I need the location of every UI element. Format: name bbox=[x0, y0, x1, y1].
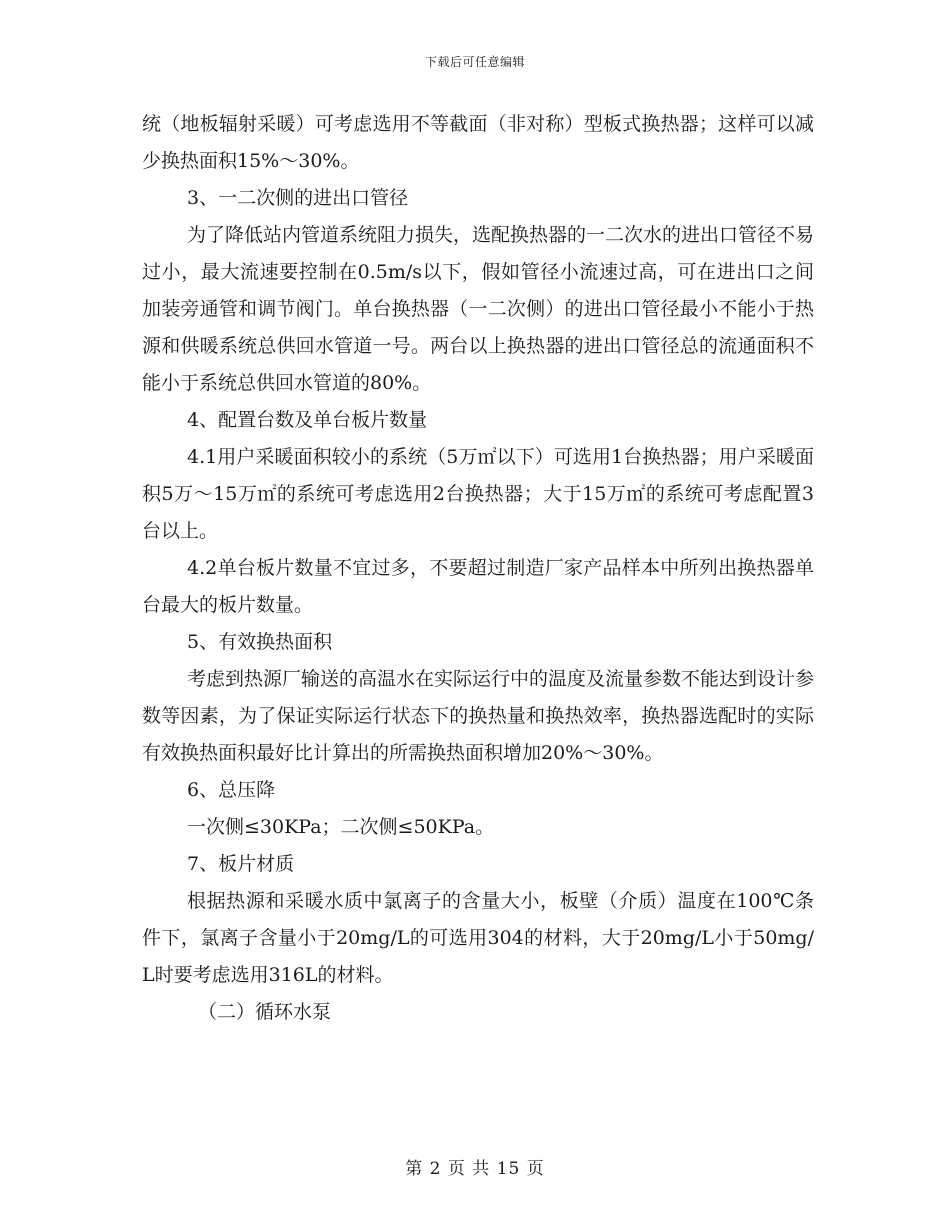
heading-pipe-diameter: 3、一二次侧的进出口管径 bbox=[187, 187, 409, 209]
paragraph-effective-area: 考虑到热源厂输送的高温水在实际运行中的温度及流量参数不能达到设计参数等因素，为了保证实际运行状态下的换热量和换热效率，换热器选配时的实际有效换热面积最好比计算出的所需换热面积增加20%～30%。 bbox=[142, 668, 815, 764]
paragraph-pressure-drop: 一次侧≤30KPa；二次侧≤50KPa。 bbox=[187, 816, 495, 838]
paragraph-continuation: 统（地板辐射采暖）可考虑选用不等截面（非对称）型板式换热器；这样可以减少换热面积15%～30%。 bbox=[142, 113, 814, 172]
heading-unit-count: 4、配置台数及单台板片数量 bbox=[187, 409, 428, 431]
paragraph-plate-material: 根据热源和采暖水质中氯离子的含量大小，板壁（介质）温度在100℃条件下，氯离子含量小于20mg/L的可选用304的材料，大于20mg/L小于50mg/L时要考虑选用316L的材料。 bbox=[142, 890, 814, 986]
paragraph-pipe-diameter: 为了降低站内管道系统阻力损失，选配换热器的一二次水的进出口管径不易过小，最大流速要控制在0.5m/s以下，假如管径小流速过高，可在进出口之间加装旁通管和调节阀门。单台换热器（一二次侧）的进出口管径最小不能小于热源和供暖系统总供回水管道一号。两台以上换热器的进出口管径总的流通面积不能小于系统总供回水管道的80%。 bbox=[142, 224, 815, 394]
page-footer: 第 2 页 共 15 页 bbox=[405, 1159, 545, 1179]
heading-pressure-drop: 6、总压降 bbox=[187, 779, 276, 801]
heading-effective-area: 5、有效换热面积 bbox=[187, 631, 333, 653]
paragraph-4-2: 4.2单台板片数量不宜过多，不要超过制造厂家产品样本中所列出换热器单台最大的板片数量。 bbox=[142, 557, 814, 616]
paragraph-4-1: 4.1用户采暖面积较小的系统（5万㎡以下）可选用1台换热器；用户采暖面积5万～15万㎡的系统可考虑选用2台换热器；大于15万㎡的系统可考虑配置3台以上。 bbox=[142, 446, 814, 542]
heading-circulation-pump: （二）循环水泵 bbox=[198, 1001, 332, 1023]
document-body bbox=[142, 106, 814, 1031]
page-header: 下载后可任意编辑 bbox=[424, 55, 525, 69]
heading-plate-material: 7、板片材质 bbox=[187, 853, 295, 875]
